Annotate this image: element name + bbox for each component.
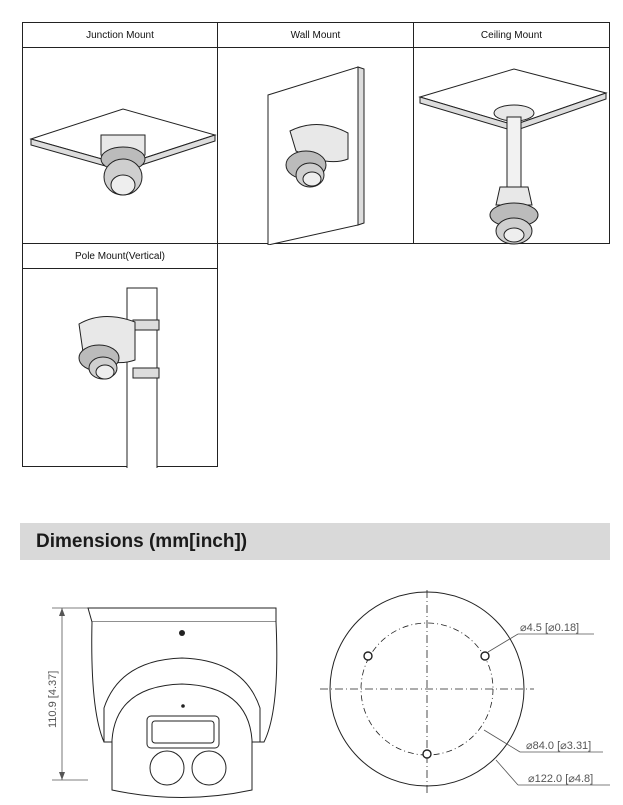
junction-mount-cell <box>22 22 218 244</box>
dimension-drawings <box>0 590 623 805</box>
hole-diameter-label: ⌀4.5 [⌀0.18] <box>520 622 580 634</box>
junction-mount-illustration <box>23 47 219 245</box>
ceiling-mount-label: Ceiling Mount <box>414 23 609 48</box>
bolt-circle-label: ⌀84.0 [⌀3.31] <box>526 740 592 752</box>
mount-options-table <box>22 22 610 467</box>
pole-mount-cell <box>22 243 218 467</box>
wall-mount-label: Wall Mount <box>218 23 413 48</box>
wall-mount-illustration <box>218 47 415 245</box>
dimensions-section-header <box>20 523 610 560</box>
side-view-drawing <box>47 608 277 798</box>
base-view-drawing <box>320 590 610 795</box>
pole-mount-illustration <box>23 268 219 468</box>
wall-mount-cell <box>217 22 414 244</box>
dimensions-title: Dimensions (mm[inch]) <box>36 531 248 552</box>
junction-mount-label: Junction Mount <box>23 23 217 48</box>
pole-mount-label: Pole Mount(Vertical) <box>23 244 217 269</box>
base-diameter-label: ⌀122.0 [⌀4.8] <box>528 773 594 785</box>
ceiling-mount-illustration <box>414 47 611 245</box>
height-dimension-label: 110.9 [4.37] <box>47 670 59 728</box>
ceiling-mount-cell <box>413 22 610 244</box>
